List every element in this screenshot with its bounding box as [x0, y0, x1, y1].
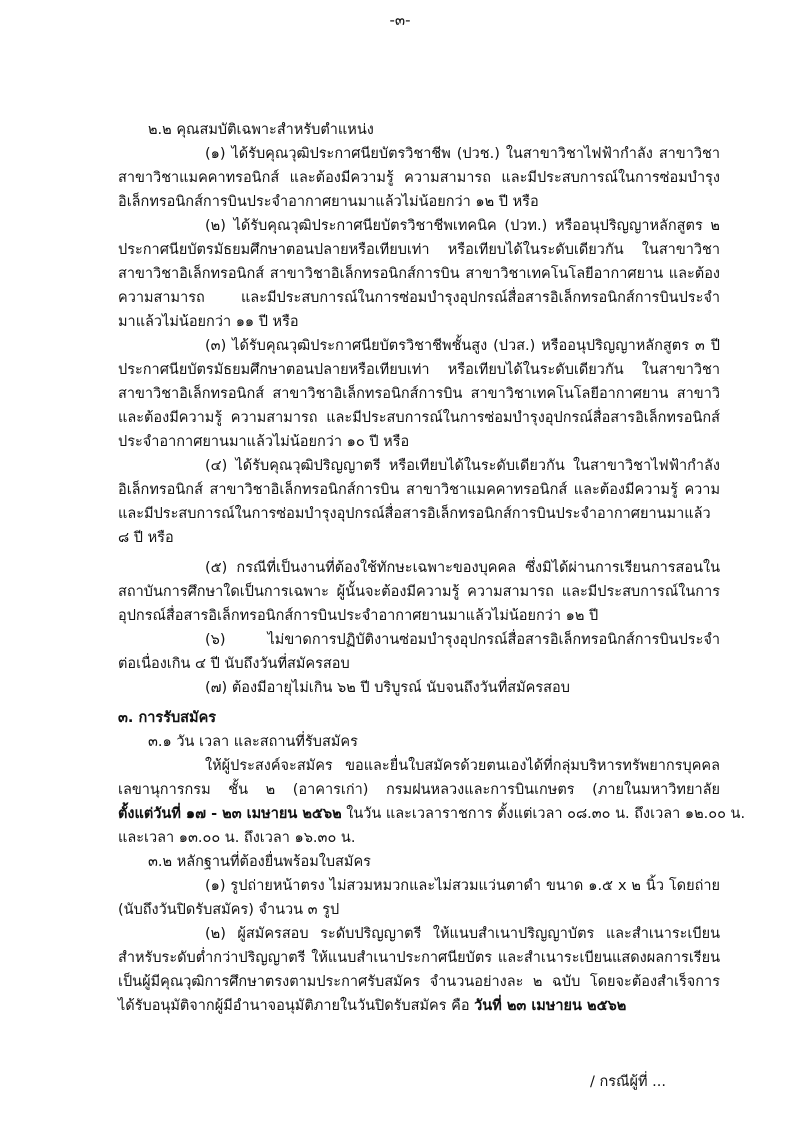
text-line [118, 922, 720, 946]
text-segment: ในวัน และเวลาราชการ ตั้งแต่เวลา ๐๘.๓๐ น. ถึงเวลา ๑๒.๐๐ น. [341, 806, 746, 822]
text-line [118, 604, 720, 628]
text-segment: สาขาวิชาแมคคาทรอนิกส์ และต้องมีความรู้ ความสามารถ และมีประสบการณ์ในการซ่อมบำรุง [118, 170, 720, 186]
text-segment: สาขาวิชาอิเล็กทรอนิกส์ สาขาวิชาอิเล็กทรอนิกส์การบิน สาขาวิชาเทคโนโลยีอากาศยาน และต้อง [118, 266, 720, 282]
text-segment: ๓.๑ วัน เวลา และสถานที่รับสมัคร [148, 734, 358, 750]
text-segment: (๔) ได้รับคุณวุฒิปริญญาตรี หรือเทียบได้ในระดับเดียวกัน ในสาขาวิชาไฟฟ้ากำลัง [205, 458, 720, 474]
text-line [118, 358, 720, 382]
text-line [118, 580, 720, 604]
text-segment: อิเล็กทรอนิกส์การบินประจำอากาศยานมาแล้วไม่น้อยกว่า ๑๒ ปี หรือ [118, 194, 539, 210]
text-line [118, 730, 720, 754]
document-body [118, 118, 746, 1018]
text-line [118, 874, 720, 898]
text-segment: (นับถึงวันปิดรับสมัคร) จำนวน ๓ รูป [118, 902, 340, 918]
text-segment: (๕) กรณีที่เป็นงานที่ต้องใช้ทักษะเฉพาะของบุคคล ซึ่งมิได้ผ่านการเรียนการสอนใน [205, 560, 720, 576]
text-segment: และต้องมีความรู้ ความสามารถ และมีประสบการณ์ในการซ่อมบำรุงอุปกรณ์สื่อสารอิเล็กทรอนิกส์ [118, 410, 720, 426]
text-segment: (๓) ได้รับคุณวุฒิประกาศนียบัตรวิชาชีพชั้นสูง (ปวส.) หรืออนุปริญญาหลักสูตร ๓ ปี [205, 338, 720, 354]
text-line [118, 430, 720, 454]
text-line [118, 994, 720, 1018]
text-segment: (๑) ได้รับคุณวุฒิประกาศนียบัตรวิชาชีพ (ปวช.) ในสาขาวิชาไฟฟ้ากำลัง สาขาวิชา [205, 146, 720, 162]
text-line [118, 970, 720, 994]
text-line [118, 286, 720, 310]
text-line [118, 238, 720, 262]
text-segment: (๒) ได้รับคุณวุฒิประกาศนียบัตรวิชาชีพเทคนิค (ปวท.) หรืออนุปริญญาหลักสูตร ๒ [205, 218, 720, 234]
text-line [118, 676, 720, 700]
text-segment: อุปกรณ์สื่อสารอิเล็กทรอนิกส์การบินประจำอากาศยานมาแล้วไม่น้อยกว่า ๑๒ ปี [118, 608, 599, 624]
text-line [118, 310, 720, 334]
page-number: -๓- [389, 11, 411, 29]
text-segment: ประจำอากาศยานมาแล้วไม่น้อยกว่า ๑๐ ปี หรือ [118, 434, 410, 450]
text-line [118, 526, 720, 550]
text-line [118, 142, 720, 166]
text-line [118, 262, 720, 286]
text-line [118, 898, 720, 922]
text-line [118, 478, 720, 502]
text-line [118, 334, 720, 358]
text-segment: (๑) รูปถ่ายหน้าตรง ไม่สวมหมวกและไม่สวมแว่นตาดำ ขนาด ๑.๕ x ๒ นิ้ว โดยถ่าย [205, 878, 720, 894]
continuation-note: / กรณีผู้ที่ ... [590, 1074, 667, 1090]
text-line [118, 754, 720, 778]
text-line [118, 454, 720, 478]
text-line [118, 190, 720, 214]
text-segment: ๘ ปี หรือ [118, 530, 174, 546]
text-line [118, 628, 720, 652]
text-line [118, 556, 720, 580]
text-segment: อิเล็กทรอนิกส์ สาขาวิชาอิเล็กทรอนิกส์การบิน สาขาวิชาแมคคาทรอนิกส์ และต้องมีความรู้ ความ [118, 482, 720, 498]
text-segment: ประกาศนียบัตรมัธยมศึกษาตอนปลายหรือเทียบเท่า หรือเทียบได้ในระดับเดียวกัน ในสาขาวิชา [118, 362, 720, 378]
text-segment: เลขานุการกรม ชั้น ๒ (อาคารเก่า) กรมฝนหลวงและการบินเกษตร (ภายในมหาวิทยาลัย [118, 782, 720, 798]
text-line [118, 118, 720, 142]
text-line [118, 166, 720, 190]
text-segment: ต่อเนื่องเกิน ๔ ปี นับถึงวันที่สมัครสอบ [118, 656, 350, 672]
bold-text: วันที่ ๒๓ เมษายน ๒๕๖๒ [474, 998, 627, 1014]
text-line [118, 652, 720, 676]
text-segment: และมีประสบการณ์ในการซ่อมบำรุงอุปกรณ์สื่อสารอิเล็กทรอนิกส์การบินประจำอากาศยานมาแล้ว [118, 506, 711, 522]
text-line [118, 778, 720, 802]
text-line [118, 406, 720, 430]
text-line [118, 214, 720, 238]
text-segment: (๒) ผู้สมัครสอบ ระดับปริญญาตรี ให้แนบสำเนาปริญญาบัตร และสำเนาระเบียน [205, 926, 720, 942]
text-line [118, 706, 720, 730]
text-segment: มาแล้วไม่น้อยกว่า ๑๑ ปี หรือ [118, 314, 299, 330]
text-segment: สำหรับระดับต่ำกว่าปริญญาตรี ให้แนบสำเนาประกาศนียบัตร และสำเนาระเบียนแสดงผลการเรียน [118, 950, 720, 966]
text-segment: (๖) ไม่ขาดการปฏิบัติงานซ่อมบำรุงอุปกรณ์สื่อสารอิเล็กทรอนิกส์การบินประจำ [205, 632, 720, 648]
bold-text: ๓. การรับสมัคร [118, 710, 217, 726]
text-line [118, 946, 720, 970]
text-line [118, 382, 720, 406]
text-line [118, 802, 746, 826]
text-segment: สาขาวิชาอิเล็กทรอนิกส์ สาขาวิชาอิเล็กทรอนิกส์การบิน สาขาวิชาเทคโนโลยีอากาศยาน สาขาวิ [118, 386, 720, 402]
text-line [118, 502, 720, 526]
text-segment: และเวลา ๑๓.๐๐ น. ถึงเวลา ๑๖.๓๐ น. [118, 830, 356, 846]
text-line [118, 826, 720, 850]
text-segment: ๓.๒ หลักฐานที่ต้องยื่นพร้อมใบสมัคร [148, 854, 371, 870]
bold-text: ตั้งแต่วันที่ ๑๗ - ๒๓ เมษายน ๒๕๖๒ [118, 806, 342, 822]
text-segment: ได้รับอนุมัติจากผู้มีอำนาจอนุมัติภายในวันปิดรับสมัคร คือ [118, 998, 475, 1014]
text-segment: ความสามารถ และมีประสบการณ์ในการซ่อมบำรุงอุปกรณ์สื่อสารอิเล็กทรอนิกส์การบินประจำ [118, 290, 720, 306]
text-segment: สถาบันการศึกษาใดเป็นการเฉพาะ ผู้นั้นจะต้องมีความรู้ ความสามารถ และมีประสบการณ์ในการ [118, 584, 720, 600]
text-segment: ๒.๒ คุณสมบัติเฉพาะสำหรับตำแหน่ง [148, 122, 374, 138]
text-segment: เป็นผู้มีคุณวุฒิการศึกษาตรงตามประกาศรับสมัคร จำนวนอย่างละ ๒ ฉบับ โดยจะต้องสำเร็จการ [118, 974, 720, 990]
text-line [118, 850, 720, 874]
text-segment: ประกาศนียบัตรมัธยมศึกษาตอนปลายหรือเทียบเท่า หรือเทียบได้ในระดับเดียวกัน ในสาขาวิชา [118, 242, 720, 258]
text-segment: ให้ผู้ประสงค์จะสมัคร ขอและยื่นใบสมัครด้วยตนเองได้ที่กลุ่มบริหารทรัพยากรบุคคล [205, 758, 720, 774]
text-segment: (๗) ต้องมีอายุไม่เกิน ๖๒ ปี บริบูรณ์ นับจนถึงวันที่สมัครสอบ [205, 680, 570, 696]
